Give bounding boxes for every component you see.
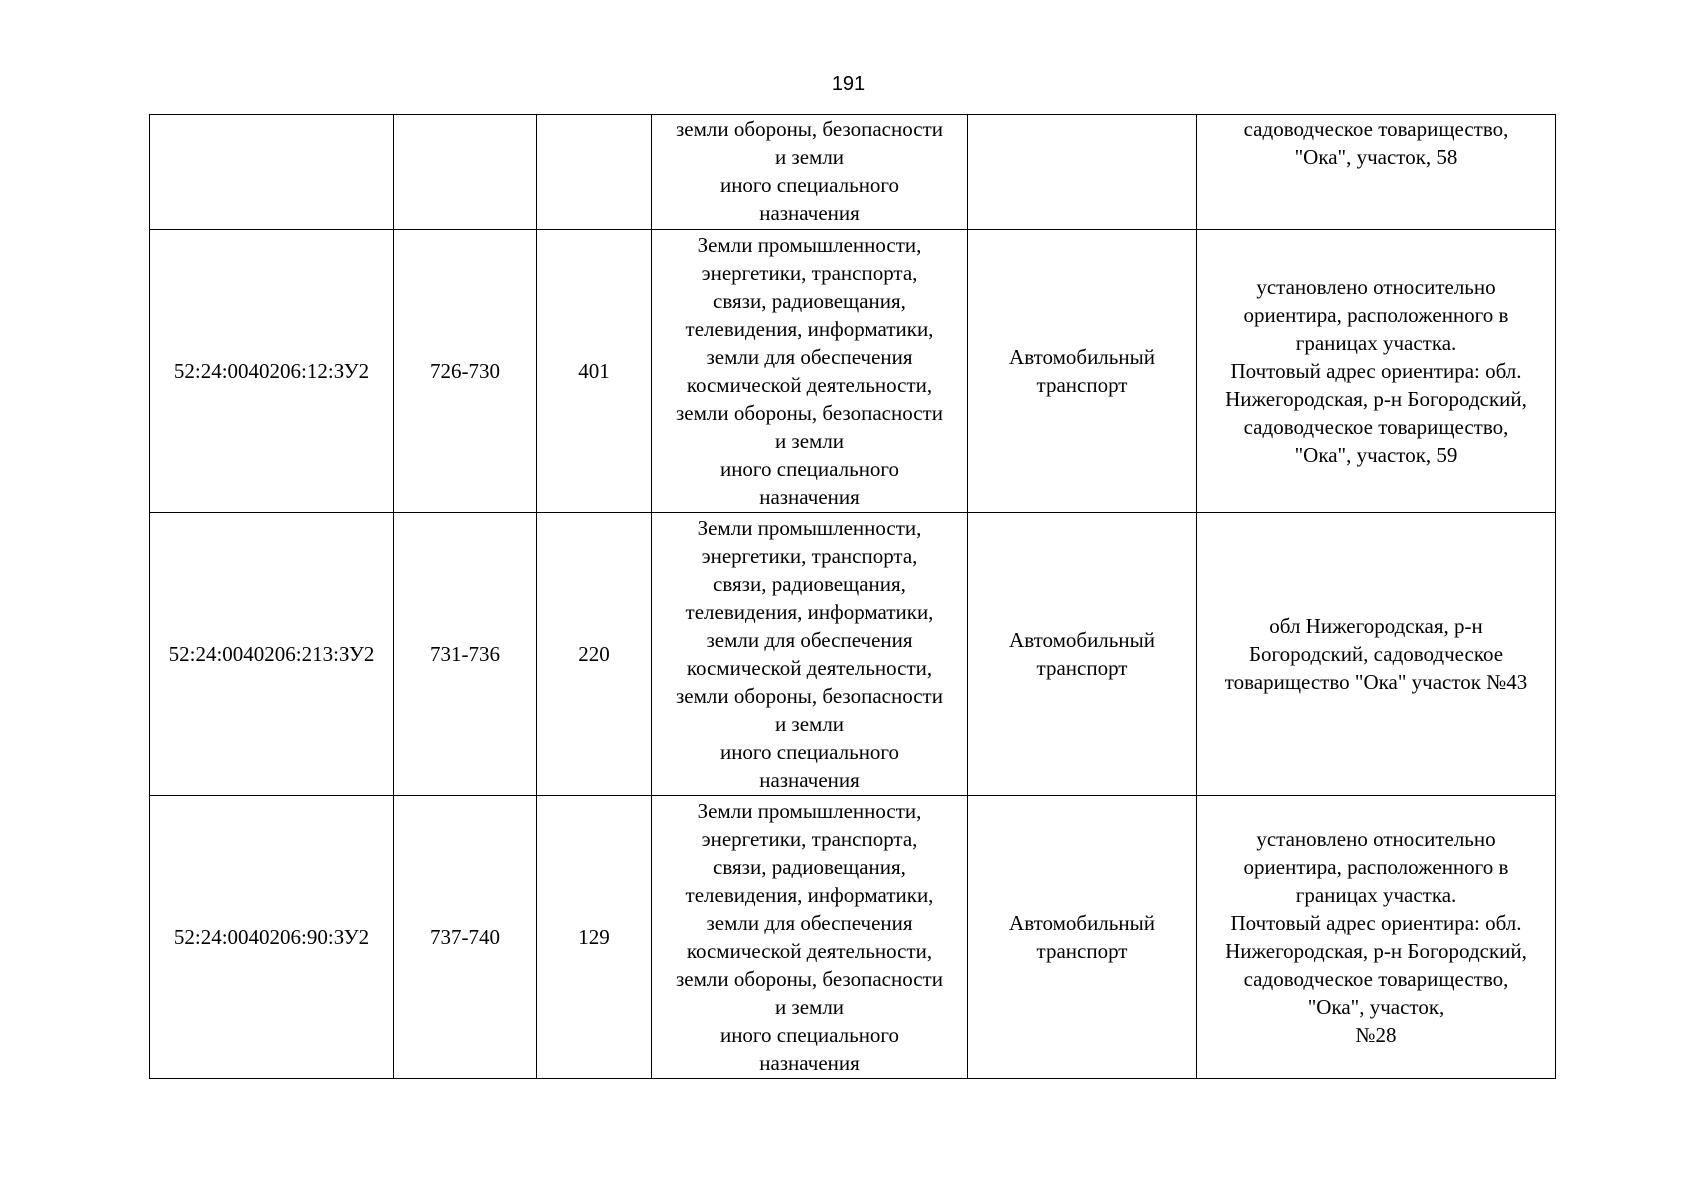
land-category-cell: земли обороны, безопасности и земли иного специального назначения (652, 115, 968, 230)
address-cell: установлено относительно ориентира, расположенного в границах участка. Почтовый адрес ориентира: обл. Нижегородская, р-н Богородский, садоводческое товарищество, "Ока", участок, 59 (1197, 230, 1556, 513)
land-category-cell: Земли промышленности, энергетики, транспорта, связи, радиовещания, телевидения, информатики, земли для обеспечения космической деятельности, земли обороны, безопасности и земли иного специального назначения (652, 796, 968, 1079)
boundary-points-cell: 731-736 (394, 513, 537, 796)
address-cell: садоводческое товарищество, "Ока", участок, 58 (1197, 115, 1556, 230)
permitted-use-cell: Автомобильный транспорт (968, 230, 1197, 513)
cadastral-number-cell: 52:24:0040206:12:ЗУ2 (150, 230, 394, 513)
table-row (150, 230, 1556, 513)
boundary-points-cell: 737-740 (394, 796, 537, 1079)
cadastral-number-cell: 52:24:0040206:213:ЗУ2 (150, 513, 394, 796)
address-cell: обл Нижегородская, р-н Богородский, садоводческое товарищество "Ока" участок №43 (1197, 513, 1556, 796)
table-row (150, 796, 1556, 1079)
boundary-points-cell: 726-730 (394, 230, 537, 513)
cadastral-number-cell (150, 115, 394, 230)
page-number: 191 (831, 73, 866, 95)
permitted-use-cell: Автомобильный транспорт (968, 796, 1197, 1079)
cadastral-number-cell: 52:24:0040206:90:ЗУ2 (150, 796, 394, 1079)
address-cell: установлено относительно ориентира, расположенного в границах участка. Почтовый адрес ориентира: обл. Нижегородская, р-н Богородский, садоводческое товарищество, "Ока", участок, №28 (1197, 796, 1556, 1079)
land-category-cell: Земли промышленности, энергетики, транспорта, связи, радиовещания, телевидения, информатики, земли для обеспечения космической деятельности, земли обороны, безопасности и земли иного специального назначения (652, 230, 968, 513)
table-row (150, 115, 1556, 230)
area-cell: 401 (537, 230, 652, 513)
table-row (150, 513, 1556, 796)
boundary-points-cell (394, 115, 537, 230)
permitted-use-cell (968, 115, 1197, 230)
area-cell (537, 115, 652, 230)
permitted-use-cell: Автомобильный транспорт (968, 513, 1197, 796)
area-cell: 220 (537, 513, 652, 796)
area-cell: 129 (537, 796, 652, 1079)
land-plots-table (149, 114, 1556, 1079)
land-category-cell: Земли промышленности, энергетики, транспорта, связи, радиовещания, телевидения, информатики, земли для обеспечения космической деятельности, земли обороны, безопасности и земли иного специального назначения (652, 513, 968, 796)
